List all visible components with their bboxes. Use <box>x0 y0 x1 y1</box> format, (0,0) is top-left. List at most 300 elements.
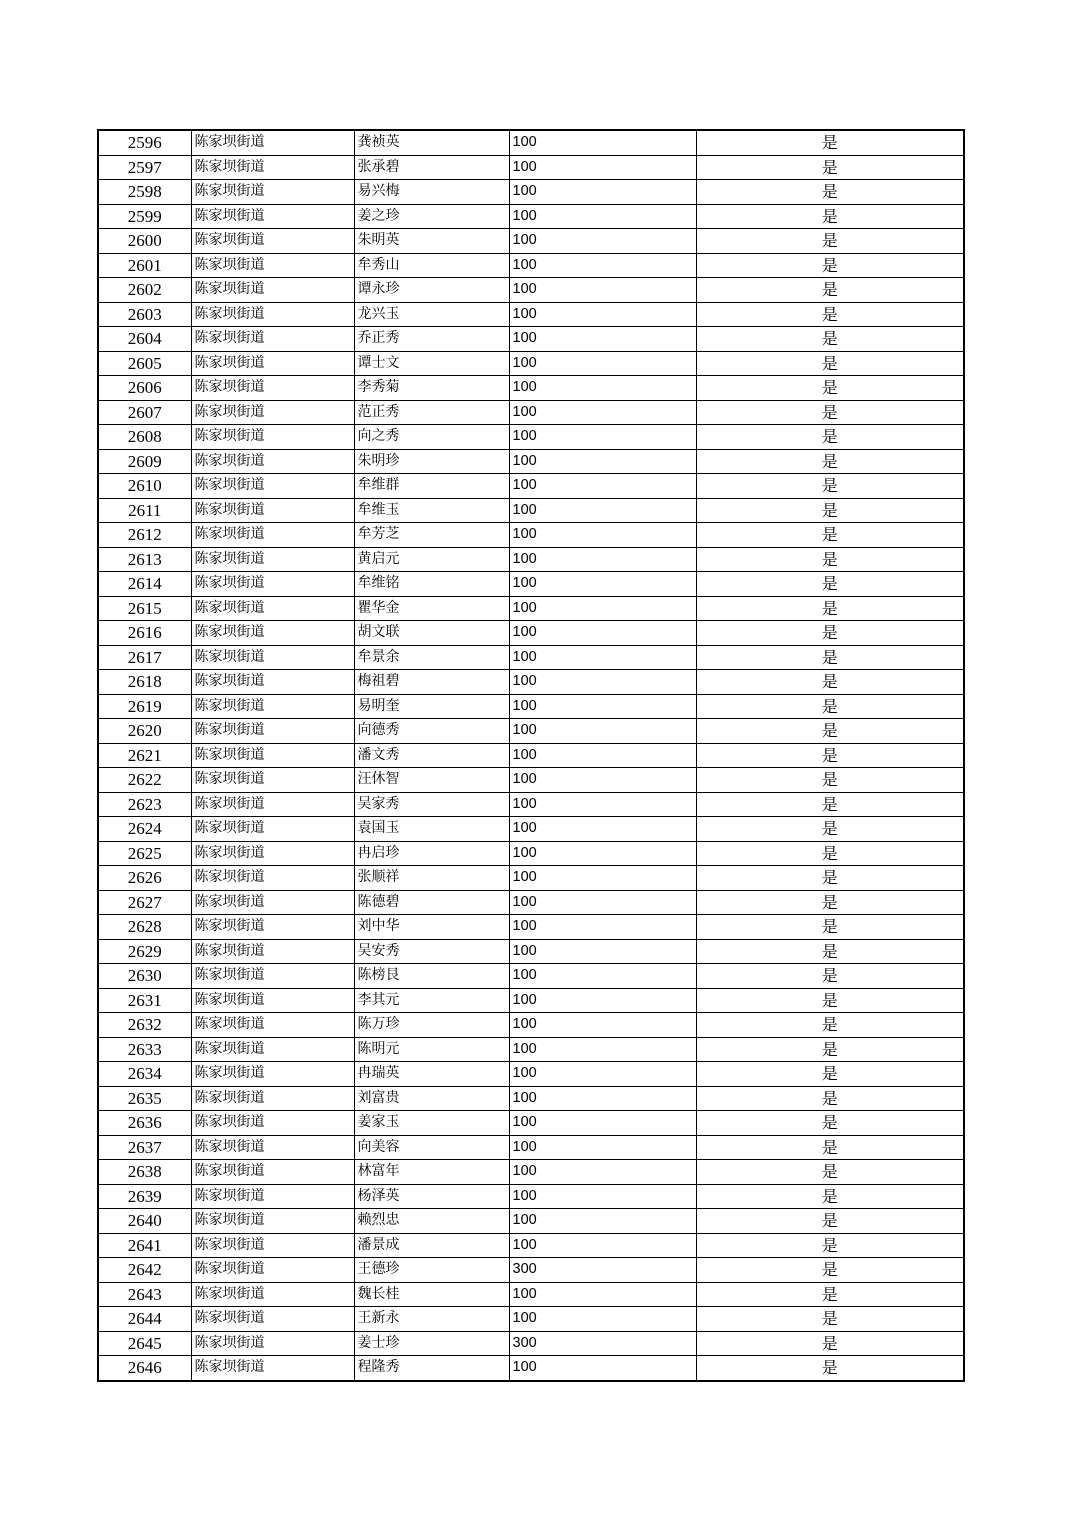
flag-cell: 是 <box>696 253 964 278</box>
person-name-cell: 程隆秀 <box>354 1356 509 1381</box>
amount-cell: 100 <box>509 523 696 548</box>
table-row <box>98 1111 964 1136</box>
street-cell: 陈家坝街道 <box>191 523 354 548</box>
flag-cell: 是 <box>696 645 964 670</box>
person-name-cell: 赖烈忠 <box>354 1209 509 1234</box>
street-cell: 陈家坝街道 <box>191 229 354 254</box>
flag-cell: 是 <box>696 278 964 303</box>
amount-cell: 100 <box>509 964 696 989</box>
street-cell: 陈家坝街道 <box>191 939 354 964</box>
amount-cell: 100 <box>509 400 696 425</box>
amount-cell: 100 <box>509 743 696 768</box>
row-number-cell: 2613 <box>98 547 191 572</box>
flag-cell: 是 <box>696 890 964 915</box>
amount-cell: 100 <box>509 1184 696 1209</box>
amount-cell: 100 <box>509 939 696 964</box>
person-name-cell: 张顺祥 <box>354 866 509 891</box>
flag-cell: 是 <box>696 841 964 866</box>
amount-cell: 100 <box>509 1233 696 1258</box>
row-number-cell: 2645 <box>98 1331 191 1356</box>
row-number-cell: 2615 <box>98 596 191 621</box>
data-table <box>97 129 965 1382</box>
person-name-cell: 李秀菊 <box>354 376 509 401</box>
street-cell: 陈家坝街道 <box>191 1331 354 1356</box>
flag-cell: 是 <box>696 768 964 793</box>
table-row <box>98 694 964 719</box>
street-cell: 陈家坝街道 <box>191 1111 354 1136</box>
flag-cell: 是 <box>696 449 964 474</box>
table-row <box>98 1160 964 1185</box>
street-cell: 陈家坝街道 <box>191 719 354 744</box>
row-number-cell: 2600 <box>98 229 191 254</box>
flag-cell: 是 <box>696 229 964 254</box>
person-name-cell: 吴安秀 <box>354 939 509 964</box>
flag-cell: 是 <box>696 988 964 1013</box>
amount-cell: 100 <box>509 1160 696 1185</box>
amount-cell: 100 <box>509 1111 696 1136</box>
flag-cell: 是 <box>696 1037 964 1062</box>
table-row <box>98 719 964 744</box>
amount-cell: 100 <box>509 866 696 891</box>
table-row <box>98 964 964 989</box>
flag-cell: 是 <box>696 1111 964 1136</box>
street-cell: 陈家坝街道 <box>191 1086 354 1111</box>
row-number-cell: 2612 <box>98 523 191 548</box>
row-number-cell: 2632 <box>98 1013 191 1038</box>
amount-cell: 100 <box>509 1062 696 1087</box>
table-row <box>98 645 964 670</box>
table-row <box>98 670 964 695</box>
person-name-cell: 林富年 <box>354 1160 509 1185</box>
flag-cell: 是 <box>696 351 964 376</box>
amount-cell: 100 <box>509 474 696 499</box>
table-row <box>98 915 964 940</box>
amount-cell: 100 <box>509 1037 696 1062</box>
amount-cell: 100 <box>509 498 696 523</box>
person-name-cell: 胡文联 <box>354 621 509 646</box>
street-cell: 陈家坝街道 <box>191 841 354 866</box>
flag-cell: 是 <box>696 204 964 229</box>
street-cell: 陈家坝街道 <box>191 351 354 376</box>
table-row <box>98 425 964 450</box>
street-cell: 陈家坝街道 <box>191 449 354 474</box>
row-number-cell: 2638 <box>98 1160 191 1185</box>
amount-cell: 100 <box>509 988 696 1013</box>
table-row <box>98 376 964 401</box>
person-name-cell: 向美容 <box>354 1135 509 1160</box>
person-name-cell: 牟芳芝 <box>354 523 509 548</box>
row-number-cell: 2633 <box>98 1037 191 1062</box>
flag-cell: 是 <box>696 866 964 891</box>
flag-cell: 是 <box>696 1331 964 1356</box>
table-row <box>98 351 964 376</box>
row-number-cell: 2624 <box>98 817 191 842</box>
person-name-cell: 黄启元 <box>354 547 509 572</box>
row-number-cell: 2636 <box>98 1111 191 1136</box>
amount-cell: 100 <box>509 841 696 866</box>
street-cell: 陈家坝街道 <box>191 572 354 597</box>
row-number-cell: 2628 <box>98 915 191 940</box>
row-number-cell: 2639 <box>98 1184 191 1209</box>
flag-cell: 是 <box>696 694 964 719</box>
amount-cell: 100 <box>509 155 696 180</box>
table-row <box>98 572 964 597</box>
amount-cell: 100 <box>509 449 696 474</box>
street-cell: 陈家坝街道 <box>191 866 354 891</box>
flag-cell: 是 <box>696 1282 964 1307</box>
row-number-cell: 2614 <box>98 572 191 597</box>
flag-cell: 是 <box>696 1013 964 1038</box>
flag-cell: 是 <box>696 376 964 401</box>
street-cell: 陈家坝街道 <box>191 1356 354 1381</box>
person-name-cell: 王新永 <box>354 1307 509 1332</box>
person-name-cell: 梅祖碧 <box>354 670 509 695</box>
amount-cell: 100 <box>509 425 696 450</box>
street-cell: 陈家坝街道 <box>191 964 354 989</box>
flag-cell: 是 <box>696 1258 964 1283</box>
amount-cell: 100 <box>509 694 696 719</box>
street-cell: 陈家坝街道 <box>191 743 354 768</box>
amount-cell: 100 <box>509 302 696 327</box>
table-row <box>98 278 964 303</box>
row-number-cell: 2611 <box>98 498 191 523</box>
row-number-cell: 2596 <box>98 130 191 155</box>
flag-cell: 是 <box>696 1307 964 1332</box>
flag-cell: 是 <box>696 1184 964 1209</box>
table-body <box>98 130 964 1381</box>
person-name-cell: 陈万珍 <box>354 1013 509 1038</box>
person-name-cell: 陈明元 <box>354 1037 509 1062</box>
amount-cell: 100 <box>509 670 696 695</box>
amount-cell: 100 <box>509 327 696 352</box>
row-number-cell: 2644 <box>98 1307 191 1332</box>
table-row <box>98 1184 964 1209</box>
person-name-cell: 张承碧 <box>354 155 509 180</box>
street-cell: 陈家坝街道 <box>191 1135 354 1160</box>
flag-cell: 是 <box>696 596 964 621</box>
street-cell: 陈家坝街道 <box>191 155 354 180</box>
street-cell: 陈家坝街道 <box>191 596 354 621</box>
row-number-cell: 2616 <box>98 621 191 646</box>
row-number-cell: 2643 <box>98 1282 191 1307</box>
table-row <box>98 1282 964 1307</box>
flag-cell: 是 <box>696 719 964 744</box>
table-row <box>98 621 964 646</box>
table-row <box>98 474 964 499</box>
row-number-cell: 2619 <box>98 694 191 719</box>
table-row <box>98 817 964 842</box>
table-row <box>98 939 964 964</box>
person-name-cell: 牟景余 <box>354 645 509 670</box>
row-number-cell: 2604 <box>98 327 191 352</box>
amount-cell: 100 <box>509 1356 696 1381</box>
row-number-cell: 2597 <box>98 155 191 180</box>
row-number-cell: 2623 <box>98 792 191 817</box>
flag-cell: 是 <box>696 817 964 842</box>
person-name-cell: 陈榜艮 <box>354 964 509 989</box>
person-name-cell: 谭永珍 <box>354 278 509 303</box>
person-name-cell: 龚祯英 <box>354 130 509 155</box>
row-number-cell: 2640 <box>98 1209 191 1234</box>
street-cell: 陈家坝街道 <box>191 204 354 229</box>
flag-cell: 是 <box>696 1233 964 1258</box>
amount-cell: 100 <box>509 204 696 229</box>
flag-cell: 是 <box>696 792 964 817</box>
row-number-cell: 2627 <box>98 890 191 915</box>
person-name-cell: 潘景成 <box>354 1233 509 1258</box>
flag-cell: 是 <box>696 1160 964 1185</box>
amount-cell: 100 <box>509 1013 696 1038</box>
table-row <box>98 1086 964 1111</box>
street-cell: 陈家坝街道 <box>191 180 354 205</box>
amount-cell: 100 <box>509 645 696 670</box>
street-cell: 陈家坝街道 <box>191 327 354 352</box>
row-number-cell: 2599 <box>98 204 191 229</box>
row-number-cell: 2646 <box>98 1356 191 1381</box>
amount-cell: 100 <box>509 376 696 401</box>
person-name-cell: 杨泽英 <box>354 1184 509 1209</box>
street-cell: 陈家坝街道 <box>191 988 354 1013</box>
street-cell: 陈家坝街道 <box>191 1062 354 1087</box>
table-row <box>98 1233 964 1258</box>
row-number-cell: 2631 <box>98 988 191 1013</box>
amount-cell: 100 <box>509 621 696 646</box>
amount-cell: 100 <box>509 547 696 572</box>
person-name-cell: 冉瑞英 <box>354 1062 509 1087</box>
street-cell: 陈家坝街道 <box>191 547 354 572</box>
amount-cell: 100 <box>509 253 696 278</box>
table-row <box>98 327 964 352</box>
street-cell: 陈家坝街道 <box>191 1013 354 1038</box>
amount-cell: 100 <box>509 130 696 155</box>
flag-cell: 是 <box>696 425 964 450</box>
table-row <box>98 130 964 155</box>
street-cell: 陈家坝街道 <box>191 425 354 450</box>
street-cell: 陈家坝街道 <box>191 130 354 155</box>
person-name-cell: 谭士文 <box>354 351 509 376</box>
flag-cell: 是 <box>696 964 964 989</box>
row-number-cell: 2607 <box>98 400 191 425</box>
flag-cell: 是 <box>696 1135 964 1160</box>
amount-cell: 100 <box>509 572 696 597</box>
row-number-cell: 2602 <box>98 278 191 303</box>
table-row <box>98 547 964 572</box>
table-row <box>98 1062 964 1087</box>
table-row <box>98 768 964 793</box>
amount-cell: 100 <box>509 1135 696 1160</box>
person-name-cell: 魏长桂 <box>354 1282 509 1307</box>
table-row <box>98 400 964 425</box>
street-cell: 陈家坝街道 <box>191 670 354 695</box>
flag-cell: 是 <box>696 180 964 205</box>
table-row <box>98 890 964 915</box>
table-row <box>98 792 964 817</box>
table-row <box>98 155 964 180</box>
amount-cell: 300 <box>509 1331 696 1356</box>
table-row <box>98 1037 964 1062</box>
person-name-cell: 潘文秀 <box>354 743 509 768</box>
amount-cell: 100 <box>509 1086 696 1111</box>
person-name-cell: 刘中华 <box>354 915 509 940</box>
street-cell: 陈家坝街道 <box>191 1037 354 1062</box>
flag-cell: 是 <box>696 743 964 768</box>
street-cell: 陈家坝街道 <box>191 645 354 670</box>
table-row <box>98 253 964 278</box>
amount-cell: 100 <box>509 229 696 254</box>
flag-cell: 是 <box>696 130 964 155</box>
street-cell: 陈家坝街道 <box>191 1282 354 1307</box>
table-row <box>98 1307 964 1332</box>
amount-cell: 300 <box>509 1258 696 1283</box>
row-number-cell: 2605 <box>98 351 191 376</box>
flag-cell: 是 <box>696 547 964 572</box>
row-number-cell: 2598 <box>98 180 191 205</box>
table-row <box>98 1013 964 1038</box>
person-name-cell: 瞿华金 <box>354 596 509 621</box>
amount-cell: 100 <box>509 915 696 940</box>
street-cell: 陈家坝街道 <box>191 1233 354 1258</box>
street-cell: 陈家坝街道 <box>191 474 354 499</box>
street-cell: 陈家坝街道 <box>191 1307 354 1332</box>
table-row <box>98 866 964 891</box>
table-row <box>98 743 964 768</box>
person-name-cell: 牟维玉 <box>354 498 509 523</box>
person-name-cell: 王德珍 <box>354 1258 509 1283</box>
street-cell: 陈家坝街道 <box>191 302 354 327</box>
table-row <box>98 1356 964 1381</box>
street-cell: 陈家坝街道 <box>191 1184 354 1209</box>
row-number-cell: 2630 <box>98 964 191 989</box>
flag-cell: 是 <box>696 1086 964 1111</box>
flag-cell: 是 <box>696 327 964 352</box>
person-name-cell: 刘富贵 <box>354 1086 509 1111</box>
amount-cell: 100 <box>509 278 696 303</box>
person-name-cell: 易明奎 <box>354 694 509 719</box>
person-name-cell: 吴家秀 <box>354 792 509 817</box>
table-row <box>98 498 964 523</box>
table-row <box>98 229 964 254</box>
person-name-cell: 牟维铭 <box>354 572 509 597</box>
amount-cell: 100 <box>509 596 696 621</box>
table-row <box>98 1258 964 1283</box>
person-name-cell: 袁国玉 <box>354 817 509 842</box>
flag-cell: 是 <box>696 1356 964 1381</box>
person-name-cell: 姜之珍 <box>354 204 509 229</box>
person-name-cell: 牟维群 <box>354 474 509 499</box>
street-cell: 陈家坝街道 <box>191 376 354 401</box>
flag-cell: 是 <box>696 474 964 499</box>
flag-cell: 是 <box>696 621 964 646</box>
row-number-cell: 2635 <box>98 1086 191 1111</box>
table-row <box>98 1331 964 1356</box>
person-name-cell: 陈德碧 <box>354 890 509 915</box>
row-number-cell: 2634 <box>98 1062 191 1087</box>
row-number-cell: 2606 <box>98 376 191 401</box>
row-number-cell: 2641 <box>98 1233 191 1258</box>
amount-cell: 100 <box>509 1307 696 1332</box>
person-name-cell: 朱明珍 <box>354 449 509 474</box>
street-cell: 陈家坝街道 <box>191 890 354 915</box>
street-cell: 陈家坝街道 <box>191 253 354 278</box>
amount-cell: 100 <box>509 719 696 744</box>
person-name-cell: 姜家玉 <box>354 1111 509 1136</box>
row-number-cell: 2610 <box>98 474 191 499</box>
row-number-cell: 2608 <box>98 425 191 450</box>
table-row <box>98 988 964 1013</box>
amount-cell: 100 <box>509 792 696 817</box>
street-cell: 陈家坝街道 <box>191 1209 354 1234</box>
flag-cell: 是 <box>696 1209 964 1234</box>
person-name-cell: 朱明英 <box>354 229 509 254</box>
flag-cell: 是 <box>696 939 964 964</box>
person-name-cell: 乔正秀 <box>354 327 509 352</box>
table-row <box>98 596 964 621</box>
table-row <box>98 180 964 205</box>
flag-cell: 是 <box>696 1062 964 1087</box>
street-cell: 陈家坝街道 <box>191 1258 354 1283</box>
street-cell: 陈家坝街道 <box>191 621 354 646</box>
person-name-cell: 范正秀 <box>354 400 509 425</box>
row-number-cell: 2618 <box>98 670 191 695</box>
amount-cell: 100 <box>509 1282 696 1307</box>
row-number-cell: 2603 <box>98 302 191 327</box>
row-number-cell: 2620 <box>98 719 191 744</box>
person-name-cell: 汪休智 <box>354 768 509 793</box>
street-cell: 陈家坝街道 <box>191 400 354 425</box>
row-number-cell: 2626 <box>98 866 191 891</box>
amount-cell: 100 <box>509 768 696 793</box>
table-row <box>98 449 964 474</box>
street-cell: 陈家坝街道 <box>191 694 354 719</box>
flag-cell: 是 <box>696 670 964 695</box>
row-number-cell: 2642 <box>98 1258 191 1283</box>
person-name-cell: 姜士珍 <box>354 1331 509 1356</box>
street-cell: 陈家坝街道 <box>191 792 354 817</box>
street-cell: 陈家坝街道 <box>191 768 354 793</box>
person-name-cell: 牟秀山 <box>354 253 509 278</box>
table-row <box>98 841 964 866</box>
person-name-cell: 向德秀 <box>354 719 509 744</box>
amount-cell: 100 <box>509 1209 696 1234</box>
amount-cell: 100 <box>509 817 696 842</box>
row-number-cell: 2629 <box>98 939 191 964</box>
street-cell: 陈家坝街道 <box>191 1160 354 1185</box>
flag-cell: 是 <box>696 572 964 597</box>
row-number-cell: 2625 <box>98 841 191 866</box>
flag-cell: 是 <box>696 400 964 425</box>
person-name-cell: 易兴梅 <box>354 180 509 205</box>
person-name-cell: 李其元 <box>354 988 509 1013</box>
flag-cell: 是 <box>696 302 964 327</box>
amount-cell: 100 <box>509 351 696 376</box>
flag-cell: 是 <box>696 498 964 523</box>
table-row <box>98 1209 964 1234</box>
flag-cell: 是 <box>696 915 964 940</box>
row-number-cell: 2637 <box>98 1135 191 1160</box>
table-row <box>98 523 964 548</box>
person-name-cell: 冉启珍 <box>354 841 509 866</box>
amount-cell: 100 <box>509 890 696 915</box>
flag-cell: 是 <box>696 523 964 548</box>
street-cell: 陈家坝街道 <box>191 817 354 842</box>
row-number-cell: 2622 <box>98 768 191 793</box>
street-cell: 陈家坝街道 <box>191 278 354 303</box>
table-row <box>98 204 964 229</box>
person-name-cell: 向之秀 <box>354 425 509 450</box>
row-number-cell: 2621 <box>98 743 191 768</box>
street-cell: 陈家坝街道 <box>191 498 354 523</box>
table-row <box>98 302 964 327</box>
